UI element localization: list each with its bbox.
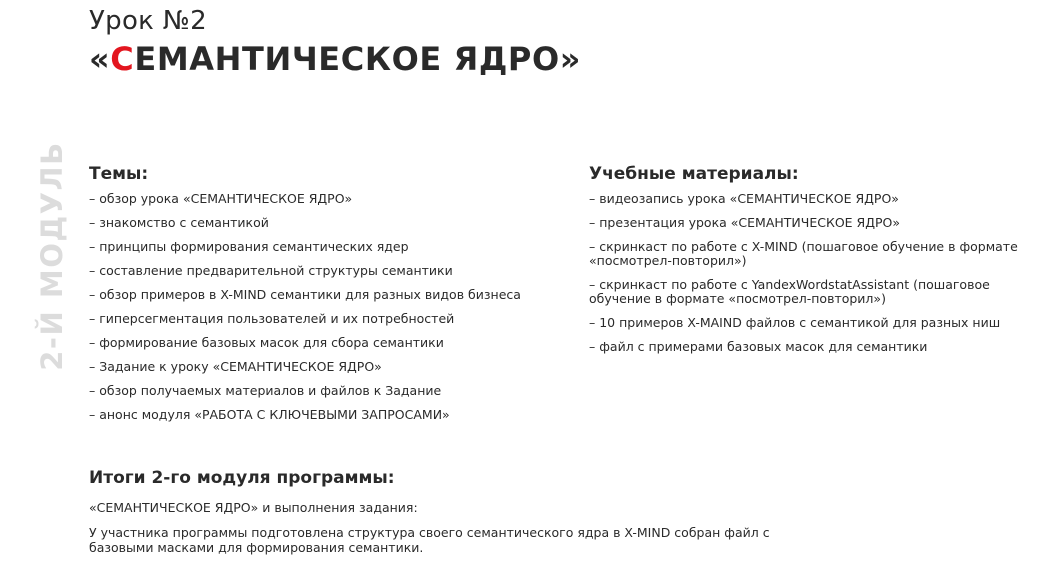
material-item: – презентация урока «СЕМАНТИЧЕСКОЕ ЯДРО» [589,215,901,230]
lesson-title [89,40,581,78]
summary-section [89,468,809,565]
topic-item: – принципы формирования семантических ядер [89,239,409,254]
topic-item: – знакомство с семантикой [89,215,269,230]
topic-item: – формирование базовых масок для сбора семантики [89,335,444,350]
title-accent-letter: С [110,40,135,78]
lesson-number: Урок №2 [89,6,207,36]
material-item: – скринкаст по работе с X-MIND (пошаговое обучение в формате «посмотрел-повторил») [589,239,1018,268]
title-open-quote: « [89,40,111,78]
materials-heading: Учебные материалы: [589,164,799,184]
topic-item: – составление предварительной структуры семантики [89,263,453,278]
topic-item: – анонс модуля «РАБОТА С КЛЮЧЕВЫМИ ЗАПРОСАМИ» [89,407,450,422]
material-item: – 10 примеров X-MAIND файлов с семантикой для разных ниш [589,315,1001,330]
topic-item: – обзор примеров в X-MIND семантики для разных видов бизнеса [89,287,521,302]
summary-heading: Итоги 2-го модуля программы: [89,468,395,488]
material-item: – скринкаст по работе с YandexWordstatAssistant (пошаговое обучение в формате «посмотрел-повторил») [589,277,990,306]
summary-line-2: У участника программы подготовлена структура своего семантического ядра в X-MIND собран файл с базовыми масками для формирования семантики. [89,525,770,555]
topic-item: – обзор урока «СЕМАНТИЧЕСКОЕ ЯДРО» [89,191,353,206]
material-item: – видеозапись урока «СЕМАНТИЧЕСКОЕ ЯДРО» [589,191,899,206]
topics-heading: Темы: [89,164,149,184]
topic-item: – Задание к уроку «СЕМАНТИЧЕСКОЕ ЯДРО» [89,359,382,374]
material-item: – файл с примерами базовых масок для семантики [589,339,928,354]
materials-list [589,192,1039,354]
module-label: 2-Й МОДУЛЬ [35,141,69,371]
topic-item: – гиперсегментация пользователей и их потребностей [89,311,455,326]
topics-list [89,192,559,422]
summary-line-1: «СЕМАНТИЧЕСКОЕ ЯДРО» и выполнения задания: [89,500,418,515]
materials-section [589,164,1039,364]
topic-item: – обзор получаемых материалов и файлов к Задание [89,383,442,398]
title-rest: ЕМАНТИЧЕСКОЕ ЯДРО» [134,40,582,78]
topics-section [89,164,559,432]
